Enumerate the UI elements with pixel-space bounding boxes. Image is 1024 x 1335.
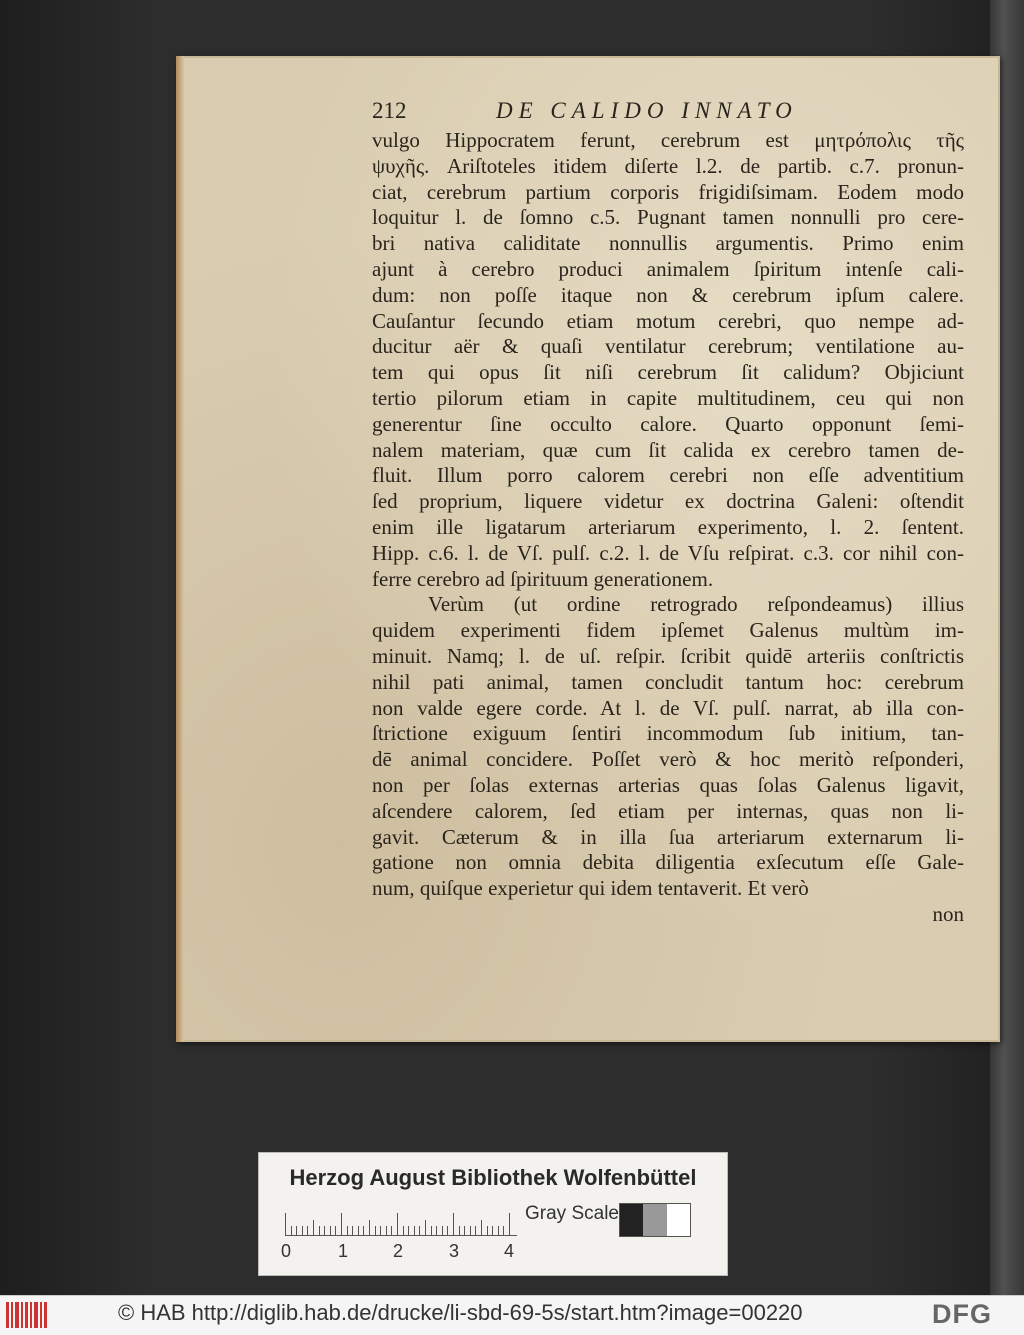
text-line: tem qui opus ſit niſi cerebrum ſit calidum? Objiciunt (372, 360, 964, 385)
ruler-tick (369, 1220, 370, 1235)
gray-patch-white (667, 1204, 690, 1236)
text-line: Cauſantur ſecundo etiam motum cerebri, quo nempe ad- (372, 308, 964, 333)
ruler-tick (403, 1226, 404, 1235)
ruler-tick (459, 1226, 460, 1235)
ruler-number: 1 (338, 1241, 349, 1261)
text-line: enim ille ligatarum arteriarum experimento, l. 2. ſentent. (372, 514, 964, 539)
ruler-tick (386, 1226, 387, 1235)
grayscale-patches (619, 1203, 691, 1237)
ruler-number: 3 (449, 1241, 460, 1261)
text-line: gavit. Cæterum & in illa ſua arteriarum externarum li- (372, 824, 964, 849)
ruler-tick (464, 1226, 465, 1235)
page-text (372, 98, 964, 928)
ruler-tick (470, 1226, 471, 1235)
page-edge (176, 56, 184, 1042)
ruler-tick (487, 1226, 488, 1235)
color-scale-card (258, 1152, 728, 1276)
text-line: loquitur l. de ſomno c.5. Pugnant tamen nonnulli pro cere- (372, 205, 964, 230)
ruler-tick (313, 1220, 314, 1235)
text-line: ψυχῆς. Ariſtoteles itidem diſerte l.2. de partib. c.7. pronun- (372, 153, 964, 178)
text-line: generentur ſine occulto calore. Quarto opponunt ſemi- (372, 411, 964, 436)
ruler-tick (335, 1226, 336, 1235)
barcode-icon (6, 1302, 48, 1328)
text-line: ajunt à cerebro produci animalem ſpiritum intenſe cali- (372, 256, 964, 281)
text-line: dum: non poſſe itaque non & cerebrum ipſum calere. (372, 282, 964, 307)
ruler-tick (425, 1220, 426, 1235)
text-line: ſtrictione exiguum ſentiri incommodum ſub initium, tan- (372, 721, 964, 746)
ruler-tick (503, 1226, 504, 1235)
text-line: ferre cerebro ad ſpirituum generationem. (372, 566, 714, 591)
ruler-tick (447, 1226, 448, 1235)
ruler-tick (431, 1226, 432, 1235)
running-title: DE CALIDO INNATO (496, 98, 798, 123)
ruler-number: 2 (393, 1241, 404, 1261)
text-line: ciat, cerebrum partium corporis frigidiſsimam. Eodem modo (372, 179, 964, 204)
ruler-tick (509, 1213, 510, 1235)
text-line: aſcendere calorem, ſed etiam per internas, quas non li- (372, 798, 964, 823)
ruler (285, 1211, 517, 1236)
library-name: Herzog August Bibliothek Wolfenbüttel (289, 1165, 697, 1190)
page-number: 212 (372, 98, 407, 123)
copyright-link[interactable]: © HAB http://diglib.hab.de/drucke/li-sbd-69-5s/start.htm?image=00220 (118, 1300, 803, 1325)
gray-patch-black (620, 1204, 643, 1236)
ruler-tick (358, 1226, 359, 1235)
text-lines (372, 128, 964, 902)
catchword: non (932, 901, 964, 926)
text-line: nalem materiam, quæ cum ſit calida ex cerebro tamen de- (372, 437, 964, 462)
ruler-tick (302, 1226, 303, 1235)
text-line: gatione non omnia debita diligentia exſecutum eſſe Gale- (372, 850, 964, 875)
text-line: non per ſolas externas arterias quas ſolas Galenus ligavit, (372, 772, 964, 797)
ruler-tick (307, 1226, 308, 1235)
ruler-tick (341, 1213, 342, 1235)
text-line: ducitur aër & quaſi ventilatur cerebrum; ventilatione au- (372, 334, 964, 359)
text-line: nihil pati animal, tamen concludit tantum hoc: cerebrum (372, 669, 964, 694)
ruler-tick (436, 1226, 437, 1235)
ruler-tick (492, 1226, 493, 1235)
ruler-tick (481, 1220, 482, 1235)
text-line: tertio pilorum etiam in capite multitudinem, ceu qui non (372, 385, 964, 410)
text-line: Hipp. c.6. l. de Vſ. pulſ. c.2. l. de Vſu reſpirat. c.3. cor nihil con- (372, 540, 964, 565)
text-line: non valde egere corde. At l. de Vſ. pulſ. narrat, ab illa con- (372, 695, 964, 720)
grayscale-label: Gray Scale (525, 1203, 619, 1224)
text-line: bri nativa caliditate nonnullis argumentis. Primo enim (372, 231, 964, 256)
ruler-tick (419, 1226, 420, 1235)
ruler-tick (330, 1226, 331, 1235)
text-line: minuit. Namq; l. de uſ. reſpir. ſcribit quidē arteriis conſtrictis (372, 643, 964, 668)
running-head (372, 98, 964, 128)
text-line: Verùm (ut ordine retrogrado reſpondeamus) illius (428, 592, 964, 617)
text-line: ſed proprium, liquere videtur ex doctrina Galeni: oſtendit (372, 489, 964, 514)
ruler-tick (475, 1226, 476, 1235)
ruler-tick (408, 1226, 409, 1235)
gray-patch-mid (643, 1204, 666, 1236)
ruler-tick (285, 1213, 286, 1235)
ruler-tick (453, 1213, 454, 1235)
text-line: dē animal concidere. Poſſet verò & hoc meritò reſponderi, (372, 747, 964, 772)
ruler-number: 4 (504, 1241, 515, 1261)
ruler-tick (391, 1226, 392, 1235)
ruler-tick (296, 1226, 297, 1235)
text-line: vulgo Hippocratem ferunt, cerebrum est μητρόπολις τῆς (372, 128, 964, 152)
ruler-tick (352, 1226, 353, 1235)
ruler-tick (414, 1226, 415, 1235)
ruler-tick (498, 1226, 499, 1235)
ruler-tick (319, 1226, 320, 1235)
ruler-tick (363, 1226, 364, 1235)
ruler-tick (324, 1226, 325, 1235)
text-line: quidem experimenti fidem ipſemet Galenus multùm im- (372, 618, 964, 643)
text-line: num, quiſque experietur qui idem tentaverit. Et verò (372, 876, 809, 901)
text-line: fluit. Illum porro calorem cerebri non eſſe adventitium (372, 463, 964, 488)
ruler-tick (347, 1226, 348, 1235)
dfg-logo: DFG (932, 1299, 992, 1329)
ruler-tick (397, 1213, 398, 1235)
ruler-tick (442, 1226, 443, 1235)
ruler-tick (291, 1226, 292, 1235)
ruler-tick (375, 1226, 376, 1235)
ruler-number: 0 (281, 1241, 292, 1261)
ruler-tick (380, 1226, 381, 1235)
footer-bar (0, 1295, 1024, 1335)
